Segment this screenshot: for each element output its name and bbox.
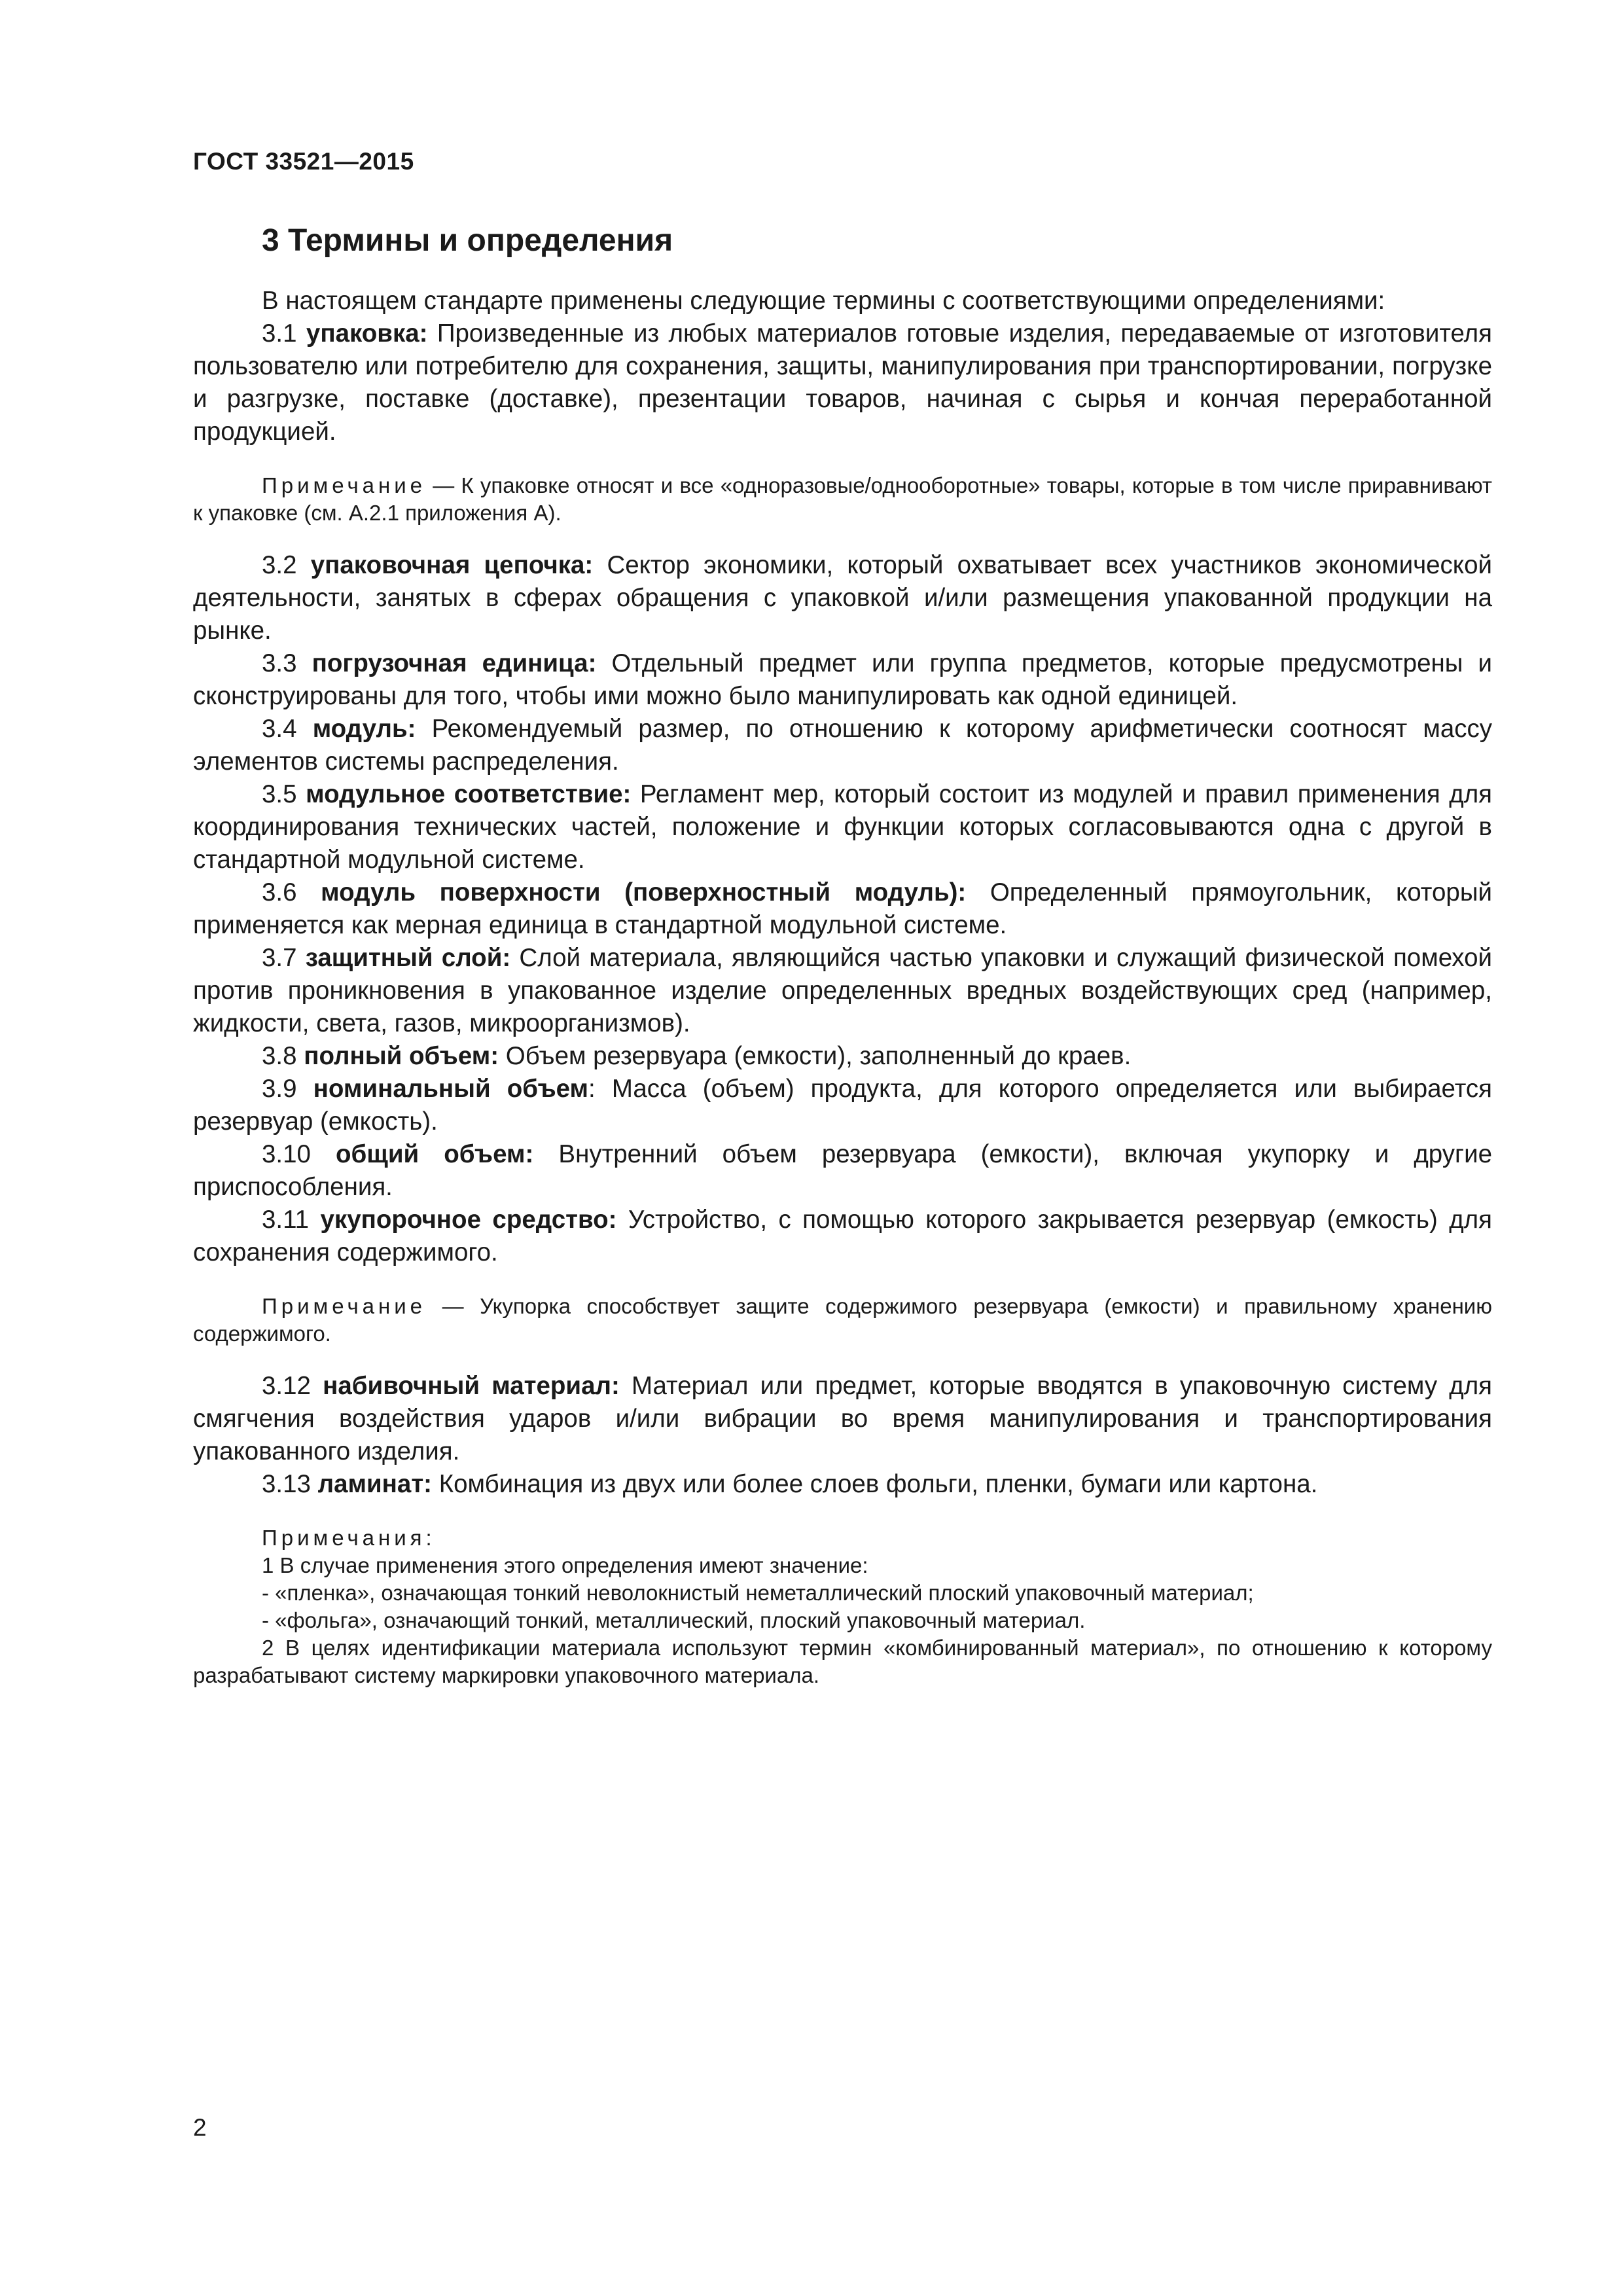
notes-block bbox=[193, 1524, 1492, 1689]
term-paragraph: 3.9 номинальный объем: Масса (объем) продукта, для которого определяется или выбирается резервуар (емкость). bbox=[193, 1075, 1492, 1136]
term-paragraph: 3.10 общий объем: Внутренний объем резервуара (емкости), включая укупорку и другие приспособления. bbox=[193, 1140, 1492, 1201]
term-name: укупорочное средство: bbox=[320, 1206, 617, 1234]
term-paragraph: 3.6 модуль поверхности (поверхностный модуль): Определенный прямоугольник, который применяется как мерная единица в стандартной модульной системе. bbox=[193, 878, 1492, 939]
term-name: номинальный объем bbox=[313, 1075, 589, 1103]
term-name: набивочный материал: bbox=[323, 1372, 620, 1400]
document-code: ГОСТ 33521—2015 bbox=[193, 148, 414, 175]
term-paragraph: 3.13 ламинат: Комбинация из двух или более слоев фольги, пленки, бумаги или картона. bbox=[262, 1470, 1318, 1498]
term-paragraph: 3.5 модульное соответствие: Регламент мер, который состоит из модулей и правил применения для координирования технических частей, положение и функции которых согласовываются одна с другой в стандартной модульной системе. bbox=[193, 780, 1493, 874]
term-paragraph: 3.4 модуль: Рекомендуемый размер, по отношению к которому арифметически соотносят массу элементов системы распределения. bbox=[193, 715, 1493, 776]
term-name: модульное соответствие: bbox=[306, 780, 632, 808]
page-number: 2 bbox=[193, 2114, 207, 2141]
term-paragraph: 3.12 набивочный материал: Материал или предмет, которые вводятся в упаковочную систему для смягчения воздействия ударов и/или вибрации во время манипулирования и транспортирования упакованного изделия. bbox=[193, 1372, 1493, 1465]
term-name: упаковочная цепочка: bbox=[310, 551, 594, 579]
term-paragraph: 3.1 упаковка: Произведенные из любых материалов готовые изделия, передаваемые от изготовителя пользователю или потребителю для сохранения, защиты, манипулирования при транспортировании, погрузке и разгрузке, поставке (доставке), презентации товаров, начиная с сырья и кончая переработанной продукцией. bbox=[193, 319, 1492, 446]
notes-dash-item: - «фольга», означающий тонкий, металлический, плоский упаковочный материал. bbox=[262, 1608, 1086, 1632]
notes-line: 2 В целях идентификации материала используют термин «комбинированный материал», по отношению к которому разрабатывают систему маркировки упаковочного материала. bbox=[193, 1636, 1492, 1687]
term-paragraph: 3.3 погрузочная единица: Отдельный предмет или группа предметов, которые предусмотрены и сконструированы для того, чтобы ими можно было манипулировать как одной единицей. bbox=[193, 649, 1492, 710]
note-paragraph: Примечание — К упаковке относят и все «одноразовые/однооборотные» товары, которые в том числе приравнивают к упаковке (см. А.2.1 приложения А). bbox=[193, 473, 1492, 525]
term-paragraph: 3.2 упаковочная цепочка: Сектор экономики, который охватывает всех участников экономической деятельности, занятых в сферах обращения с упаковкой и/или размещения упакованной продукции на рынке. bbox=[193, 551, 1492, 645]
term-name: защитный слой: bbox=[305, 944, 511, 972]
note-label: Примечание bbox=[262, 1294, 427, 1318]
term-name: модуль: bbox=[312, 715, 416, 743]
notes-label: Примечания: bbox=[262, 1526, 436, 1550]
term-paragraph: 3.8 полный объем: Объем резервуара (емкости), заполненный до краев. bbox=[262, 1042, 1132, 1070]
notes-line: 1 В случае применения этого определения имеют значение: bbox=[262, 1553, 868, 1577]
section-title: 3 Термины и определения bbox=[262, 223, 673, 258]
note-paragraph: Примечание — Укупорка способствует защите содержимого резервуара (емкости) и правильному хранению содержимого. bbox=[193, 1294, 1492, 1346]
intro-paragraph: В настоящем стандарте применены следующие термины с соответствующими определениями: bbox=[262, 287, 1385, 315]
term-paragraph: 3.7 защитный слой: Слой материала, являющийся частью упаковки и служащий физической помехой против проникновения в упакованное изделие определенных вредных воздействующих сред (например, жидкости, света, газов, микроорганизмов). bbox=[193, 944, 1492, 1037]
term-name: погрузочная единица: bbox=[312, 649, 597, 677]
term-name: полный объем: bbox=[304, 1042, 499, 1070]
term-name: модуль поверхности (поверхностный модуль): bbox=[321, 878, 967, 906]
document-body bbox=[193, 285, 1492, 1689]
term-name: общий объем: bbox=[336, 1140, 534, 1168]
notes-dash-item: - «пленка», означающая тонкий неволокнистый неметаллический плоский упаковочный материал; bbox=[262, 1581, 1254, 1605]
note-label: Примечание bbox=[262, 473, 427, 497]
term-paragraph: 3.11 укупорочное средство: Устройство, с помощью которого закрывается резервуар (емкость) для сохранения содержимого. bbox=[193, 1206, 1492, 1266]
term-name: ламинат: bbox=[317, 1470, 432, 1498]
term-name: упаковка: bbox=[306, 319, 428, 348]
